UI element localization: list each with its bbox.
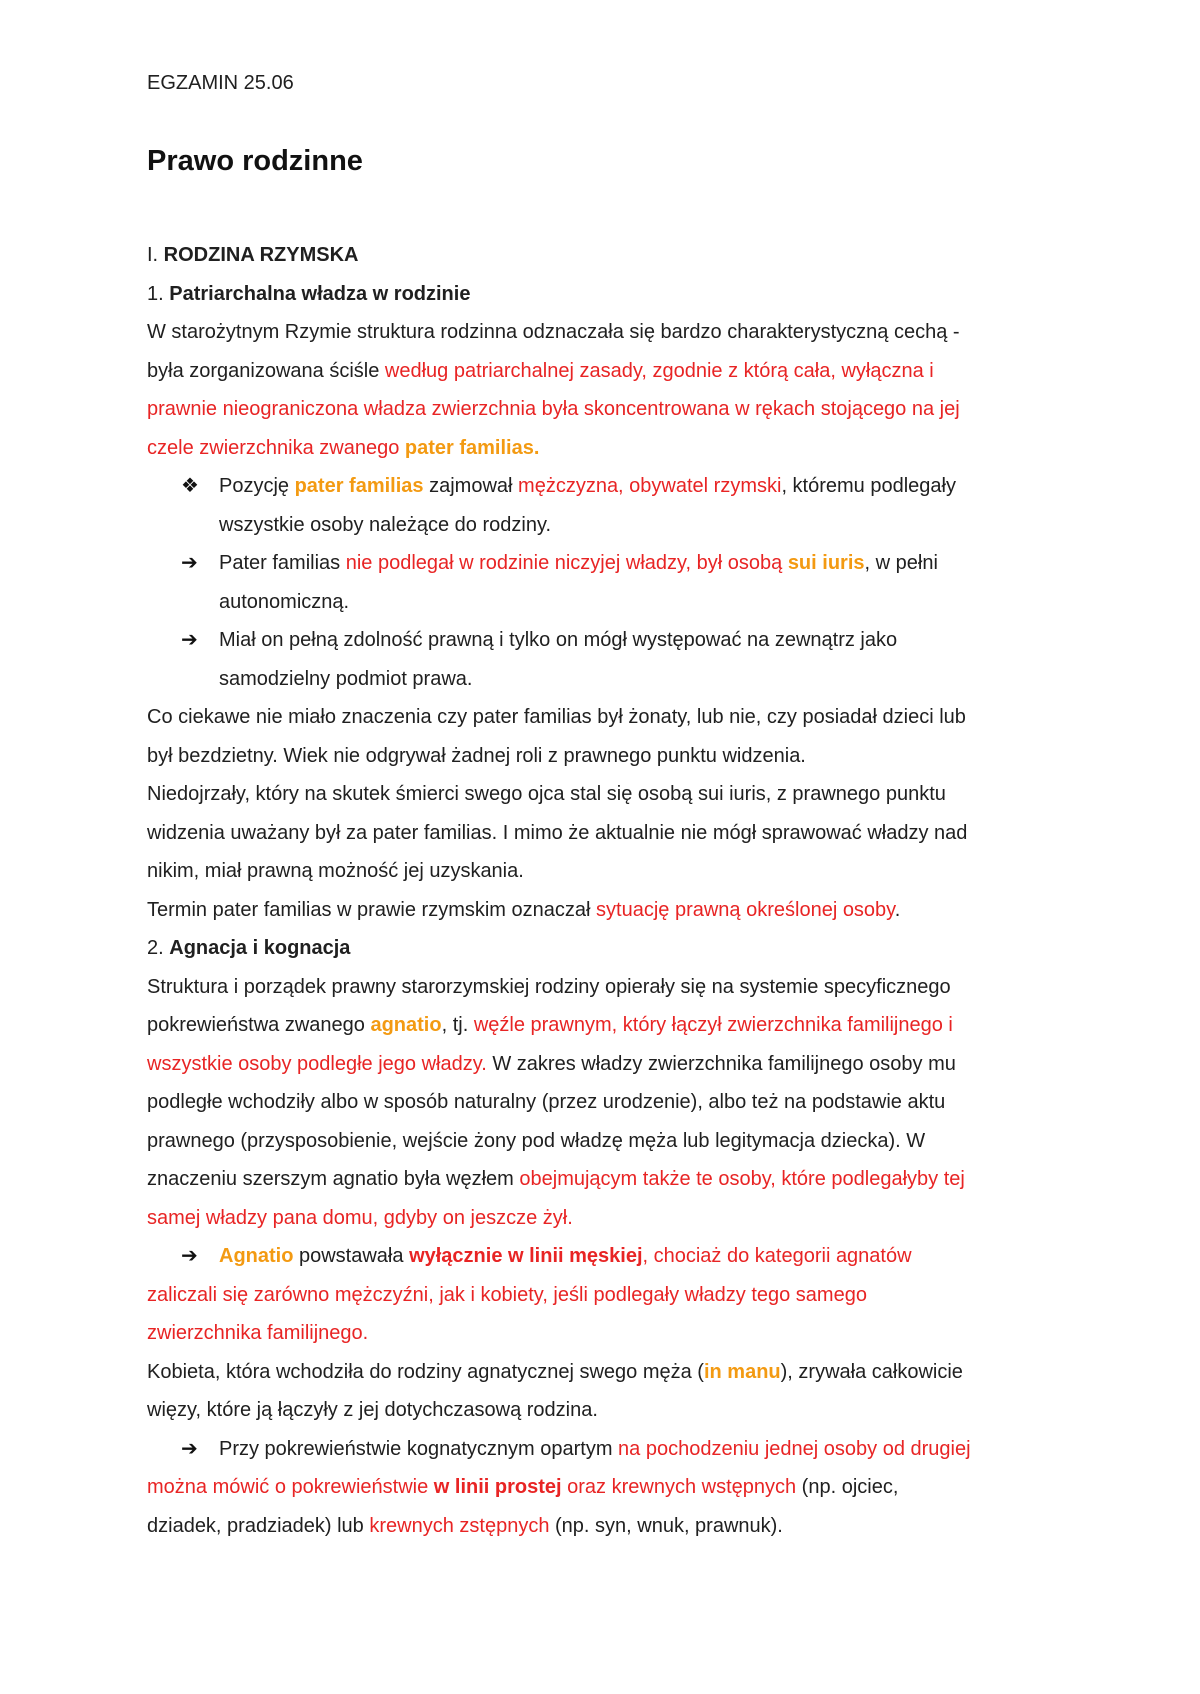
text-span: pokrewieństwa zwanego [147,1014,371,1036]
highlight-red: oraz krewnych wstępnych [561,1476,797,1498]
highlight-red: na pochodzeniu jednej osoby od drugiej [618,1437,971,1460]
section-title: RODZINA RZYMSKA [163,244,359,266]
section-number: I. [147,244,164,266]
text-span: znaczeniu szerszym agnatio była węzłem [147,1168,520,1190]
text-span: powstawała [293,1245,410,1267]
document-body [147,236,1087,1545]
highlight-red: czele zwierzchnika zwanego [147,436,405,459]
highlight-red: obejmującym także te osoby, które podlegałyby tej [519,1168,965,1190]
paragraph-line: Niedojrzały, który na skutek śmierci swego ojca stal się osobą sui iuris, z prawnego punktu [147,783,946,805]
highlight-orange: Agnatio [219,1245,294,1267]
text-span: Pater familias [219,552,346,574]
text-span: Miał on pełną zdolność prawną i tylko on mógł występować na zewnątrz jako [219,629,898,651]
text-span: W zakres władzy zwierzchnika familijnego osoby mu [486,1052,956,1075]
bullet-continuation: zwierzchnika familijnego. [147,1322,369,1344]
bullet-continuation [147,1507,1087,1546]
subsection-title: Agnacja i kognacja [169,937,351,959]
highlight-red: można mówić o pokrewieństwie [147,1476,434,1498]
arrow-bullet-icon: ➔ [181,552,198,574]
page-title: Prawo rodzinne [147,145,363,177]
text-span: , w pełni [864,552,938,574]
paragraph-line: Struktura i porządek prawny starorzymskiej rodziny opierały się na systemie specyficznego [147,975,951,998]
text-span: dziadek, pradziadek) lub [147,1514,370,1537]
text-span: Kobieta, która wchodziła do rodziny agnatycznej swego męża ( [147,1360,704,1383]
highlight-red: według patriarchalnej zasady, zgodnie z którą cała, wyłączna i [384,359,934,382]
highlight-red: węźle prawnym, który łączył zwierzchnika familijnego i [473,1014,953,1036]
highlight-red: , chociaż do kategorii agnatów [642,1245,912,1267]
highlight-red-bold: wyłącznie w linii męskiej [409,1245,643,1267]
arrow-bullet-icon: ➔ [181,1245,198,1267]
bullet-item [147,621,1087,660]
text-span: Termin pater familias w prawie rzymskim oznaczał [147,898,597,921]
highlight-red-bold: w linii prostej [433,1476,562,1498]
paragraph-line: samej władzy pana domu, gdyby on jeszcze żył. [147,1206,573,1229]
highlight-red: nie podlegał w rodzinie niczyjej władzy, był osobą [345,552,788,574]
bullet-item [147,1430,1087,1469]
diamond-bullet-icon: ❖ [181,475,199,497]
subsection-heading-1 [147,275,1087,314]
highlight-orange: agnatio [370,1014,442,1036]
paragraph-line [147,1353,1087,1392]
bullet-item [147,1237,1087,1276]
bullet-continuation: autonomiczną. [219,590,350,613]
subsection-number: 1. [147,282,170,305]
paragraph-line: więzy, które ją łączyły z jej dotychczasową rodzina. [147,1399,598,1421]
subsection-heading-2 [147,929,1087,968]
highlight-orange: pater familias. [404,436,540,459]
arrow-bullet-icon: ➔ [181,1437,198,1460]
text-span: . [894,898,901,921]
paragraph-line [147,429,1087,468]
paragraph-line: był bezdzietny. Wiek nie odgrywał żadnej roli z prawnego punktu widzenia. [147,744,806,767]
paragraph-line: prawnie nieograniczona władza zwierzchnia była skoncentrowana w rękach stojącego na jej [147,398,960,420]
text-span: ), zrywała całkowicie [780,1360,963,1383]
highlight-red: krewnych zstępnych [369,1514,550,1537]
highlight-red: sytuację prawną określonej osoby [596,898,895,921]
section-heading [147,236,1087,275]
paragraph-line: nikim, miał prawną możność jej uzyskania. [147,860,524,882]
paragraph-line [147,1045,1087,1084]
bullet-continuation [147,1468,1087,1507]
paragraph-line [147,352,1087,391]
subsection-number: 2. [147,937,170,959]
text-span: (np. syn, wnuk, prawnuk). [549,1514,783,1537]
paragraph-line: widzenia uważany był za pater familias. I mimo że aktualnie nie mógł sprawować władzy nad [147,821,968,844]
bullet-item [147,544,1087,583]
highlight-orange: sui iuris [787,552,865,574]
paragraph-line: podległe wchodziły albo w sposób naturalny (przez urodzenie), albo też na podstawie aktu [147,1091,946,1113]
paragraph-line [147,1160,1087,1199]
subsection-title: Patriarchalna władza w rodzinie [169,282,471,305]
highlight-orange: in manu [703,1360,781,1383]
paragraph-line: Co ciekawe nie miało znaczenia czy pater familias był żonaty, lub nie, czy posiadał dzieci lub [147,706,966,728]
paragraph-line: prawnego (przysposobienie, wejście żony pod władzę męża lub legitymacja dziecka). W [147,1129,926,1152]
text-span: Pozycję [219,475,295,497]
highlight-orange: pater familias [294,475,424,497]
bullet-continuation: wszystkie osoby należące do rodziny. [219,513,552,536]
highlight-red: mężczyzna, obywatel rzymski [518,475,782,497]
text-span: była zorganizowana ściśle [147,359,385,382]
paragraph-line [147,891,1087,930]
text-span: zajmował [423,475,519,497]
bullet-continuation: samodzielny podmiot prawa. [219,667,473,690]
arrow-bullet-icon: ➔ [181,629,198,651]
text-span: , tj. [441,1014,474,1036]
paragraph-line: W starożytnym Rzymie struktura rodzinna odznaczała się bardzo charakterystyczną cechą - [147,321,960,343]
bullet-continuation: zaliczali się zarówno mężczyźni, jak i kobiety, jeśli podlegały władzy tego samego [147,1283,867,1306]
paragraph-line [147,1006,1087,1045]
highlight-red: wszystkie osoby podległe jego władzy. [147,1052,487,1075]
bullet-item [147,467,1087,506]
page-header: EGZAMIN 25.06 [147,72,294,94]
text-span: , któremu podlegały [781,475,956,497]
text-span: (np. ojciec, [796,1476,899,1498]
text-span: Przy pokrewieństwie kognatycznym opartym [219,1437,619,1460]
